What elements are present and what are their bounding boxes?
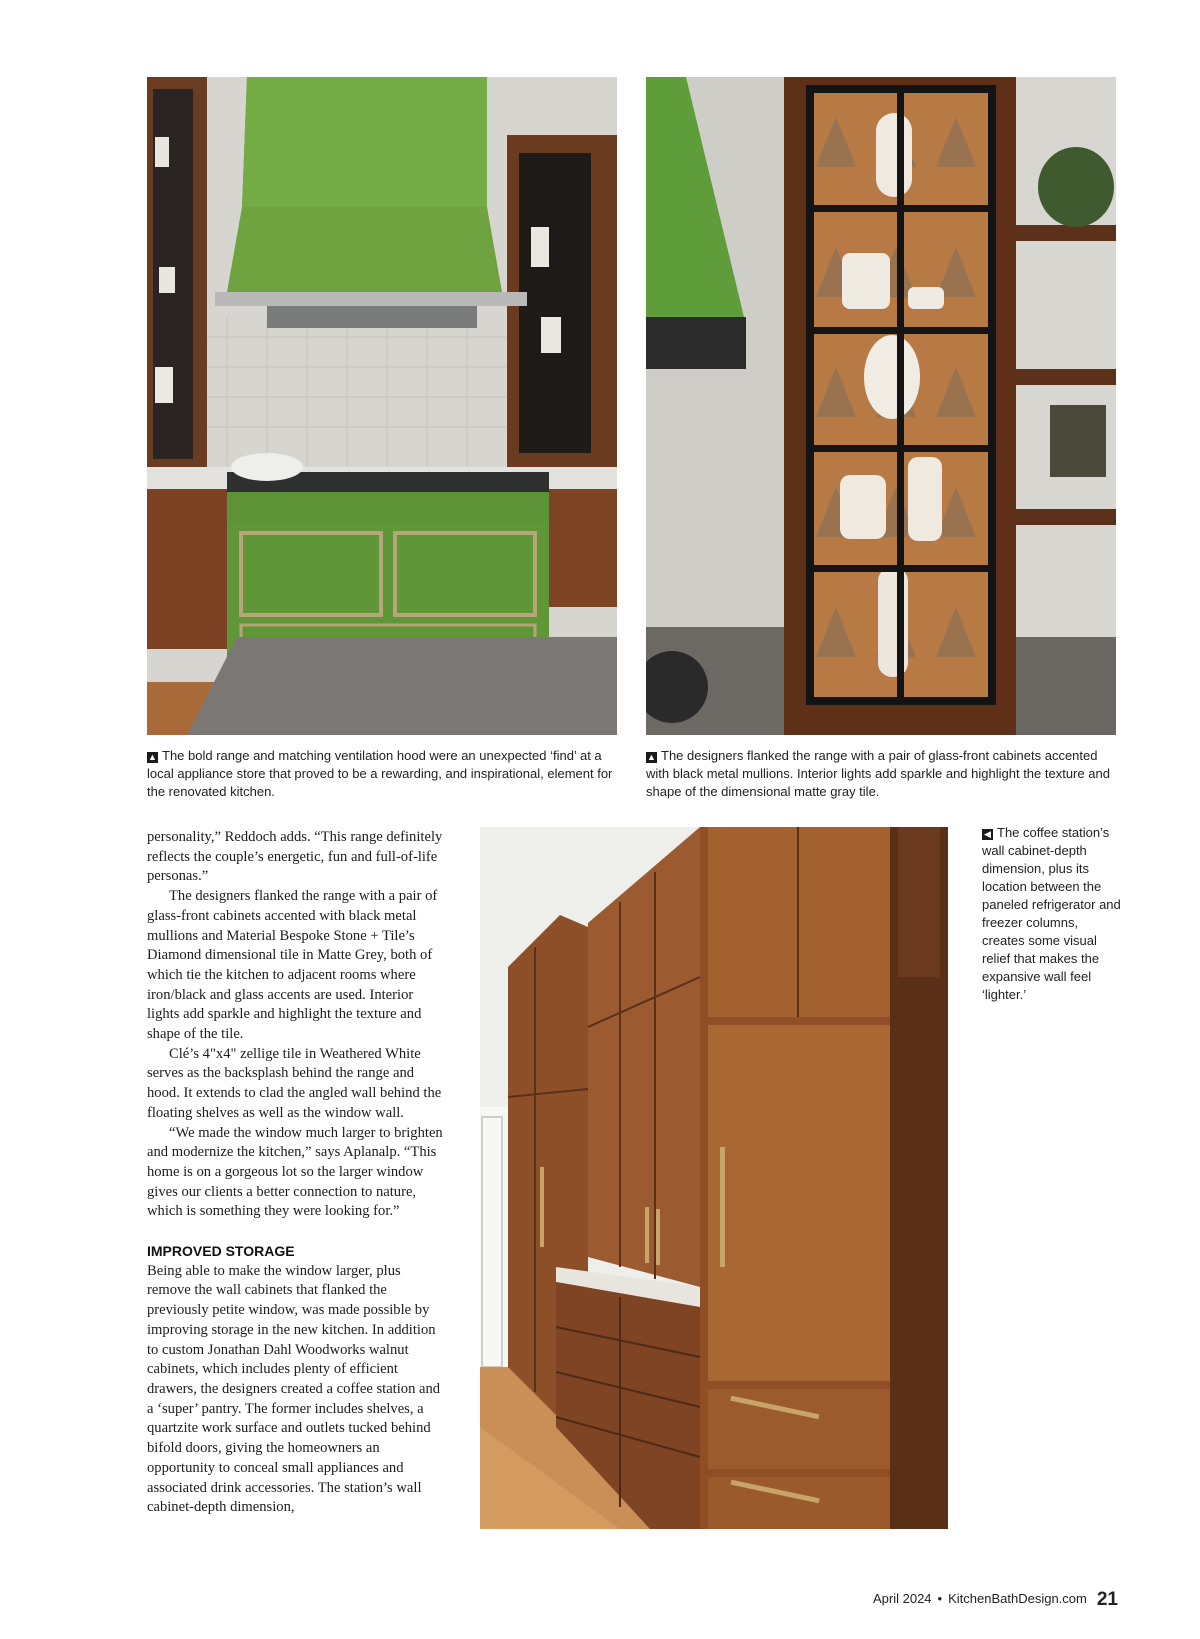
caption-cabinets-text: The designers flanked the range with a pair of glass-front cabinets accented with black metal mullions. Interior lights add sparkle and highlight the texture and shape of the dimensional matte gray tile. (646, 748, 1110, 799)
issue-date: April 2024 (873, 1591, 932, 1606)
photo-walnut-wall (480, 827, 948, 1529)
page-footer (873, 1589, 1118, 1611)
caption-coffee-text: The coffee station’s wall cabinet-depth dimension, plus its location between the paneled refrigerator and freezer columns, creates some visual relief that makes the expansive wall feel ‘lighter.’ (982, 825, 1121, 1002)
arrow-up-icon: ▲ (148, 752, 157, 762)
photo-glass-cabinet (646, 77, 1116, 735)
caption-range (147, 747, 617, 801)
page-number: 21 (1096, 1589, 1118, 1610)
caption-cabinets (646, 747, 1116, 801)
site-link[interactable]: KitchenBathDesign.com (948, 1591, 1087, 1606)
body-paragraph: “We made the window much larger to brighten and modernize the kitchen,” says Aplanalp. “This home is on a gorgeous lot so the larger window gives our clients a better connection to nature, which is something they were looking for.” (147, 1124, 443, 1220)
caption-range-text: The bold range and matching ventilation hood were an unexpected ‘find’ at a local appliance store that proved to be a rewarding, and inspirational, element for the renovated kitchen. (147, 748, 613, 799)
body-paragraph: personality,” Reddoch adds. “This range definitely reflects the couple’s energetic, fun and full-of-life personas.” (147, 829, 443, 885)
footer-separator: • (937, 1591, 943, 1606)
arrow-left-icon: ◀ (982, 829, 993, 840)
body-paragraph: Being able to make the window larger, plus remove the wall cabinets that flanked the previously petite window, was made possible by improving storage in the new kitchen. In addition to custom Jonathan Dahl Woodworks walnut cabinets, which includes plenty of efficient drawers, the designers created a coffee station and a ‘super’ pantry. The former includes shelves, a quartzite work surface and outlets tucked behind bifold doors, giving the homeowners an opportunity to conceal small appliances and associated drink accessories. The station’s wall cabinet-depth dimension, (147, 1262, 441, 1516)
photo-green-range (147, 77, 617, 735)
body-paragraph: The designers flanked the range with a pair of glass-front cabinets accented with black metal mullions and Material Bespoke Stone + Tile’s Diamond dimensional tile in Matte Grey, both of which tie the kitchen to adjacent rooms where iron/black and glass accents are used. Interior lights add sparkle and highlight the texture and shape of the tile. (147, 888, 438, 1043)
caption-coffee (982, 824, 1122, 1004)
body-paragraph: Clé’s 4"x4" zellige tile in Weathered White serves as the backsplash behind the range and hood. It extends to clad the angled wall behind the floating shelves as well as the window wall. (147, 1045, 442, 1121)
arrow-up-icon: ▲ (647, 752, 656, 762)
article-body (147, 828, 447, 1518)
section-heading: IMPROVED STORAGE (147, 1243, 295, 1260)
